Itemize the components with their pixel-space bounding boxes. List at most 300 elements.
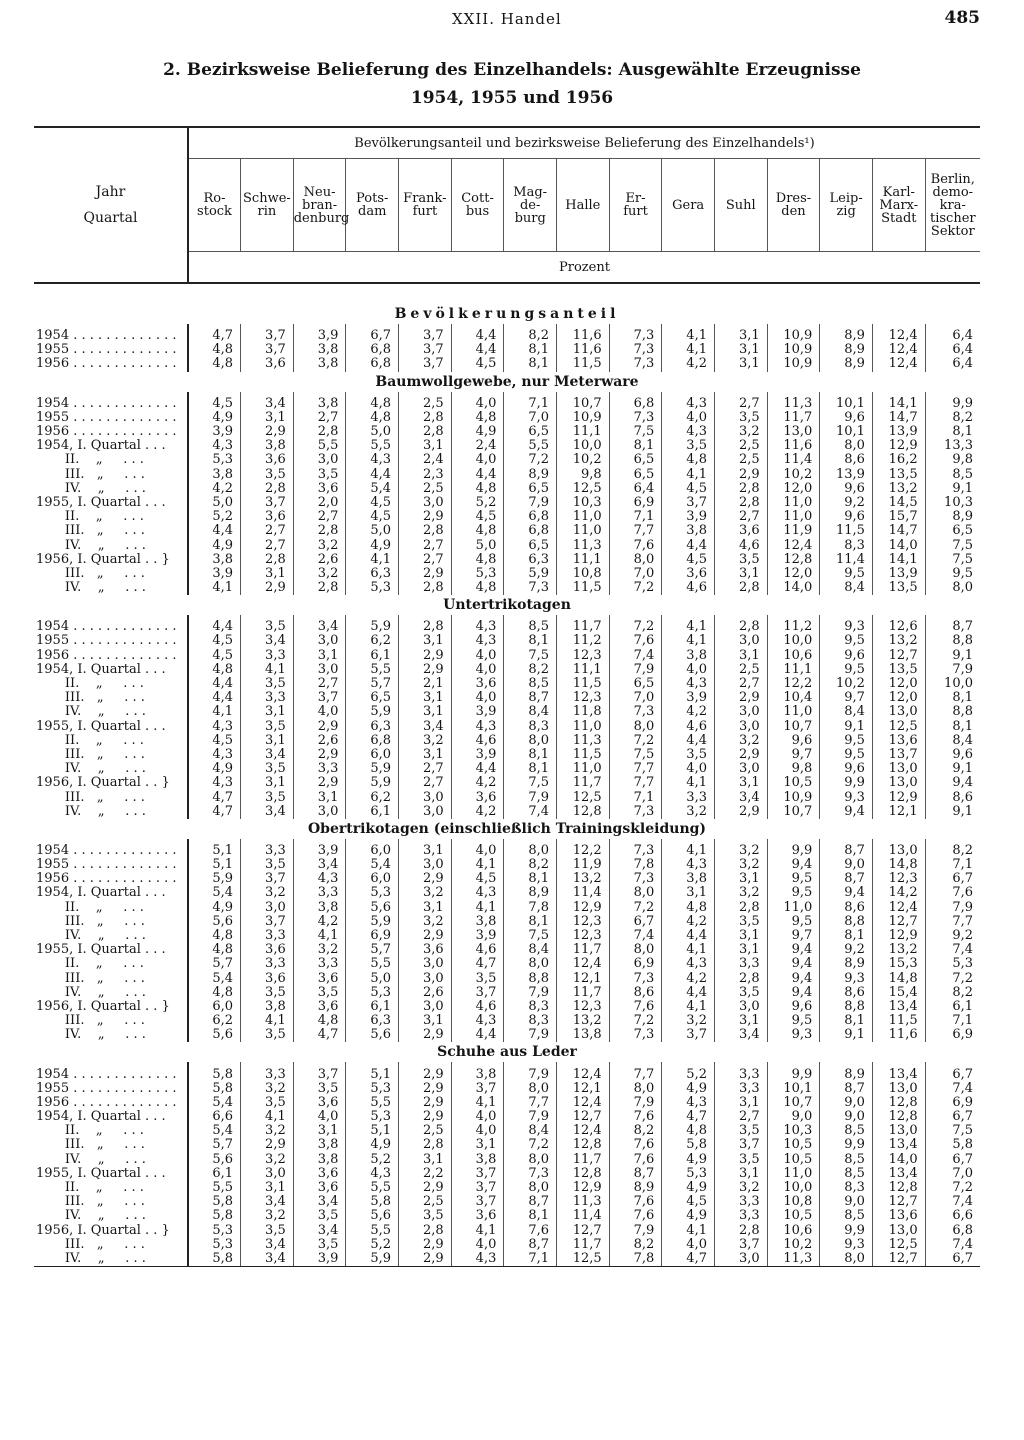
table-cell: 4,4 xyxy=(188,691,241,705)
table-cell: 9,7 xyxy=(767,748,820,762)
table-cell: 2,9 xyxy=(293,748,346,762)
table-cell: 3,5 xyxy=(241,1096,294,1110)
table-cell: 8,9 xyxy=(820,329,873,343)
table-row xyxy=(34,397,980,411)
table-row xyxy=(34,538,980,552)
table-cell: 2,0 xyxy=(293,496,346,510)
table-cell: 7,3 xyxy=(609,844,662,858)
table-cell: 4,0 xyxy=(451,844,504,858)
table-cell: 11,5 xyxy=(557,581,610,595)
table-cell: 5,5 xyxy=(346,439,399,453)
table-cell: 13,4 xyxy=(872,1167,925,1181)
table-cell: 3,8 xyxy=(451,1153,504,1167)
table-cell: 11,0 xyxy=(557,720,610,734)
table-cell: 10,0 xyxy=(767,1181,820,1195)
table-cell: 8,9 xyxy=(609,1181,662,1195)
table-cell: 12,0 xyxy=(872,691,925,705)
table-cell: 2,8 xyxy=(241,553,294,567)
table-cell: 9,5 xyxy=(925,567,980,581)
table-cell: 8,6 xyxy=(820,901,873,915)
table-cell: 2,8 xyxy=(399,425,452,439)
table-cell: 5,5 xyxy=(188,1181,241,1195)
table-cell: 2,8 xyxy=(714,972,767,986)
table-cell: 11,7 xyxy=(557,1153,610,1167)
table-cell: 9,4 xyxy=(820,805,873,819)
table-cell: 2,7 xyxy=(399,553,452,567)
section-title: Schuhe aus Leder xyxy=(437,1044,577,1061)
table-row xyxy=(34,805,980,819)
table-cell: 8,3 xyxy=(820,538,873,552)
table-cell: 6,4 xyxy=(925,357,980,371)
table-cell: 5,3 xyxy=(346,886,399,900)
table-cell: 10,9 xyxy=(767,790,820,804)
table-cell: 5,9 xyxy=(346,620,399,634)
table-cell: 4,3 xyxy=(451,634,504,648)
table-cell: 5,2 xyxy=(188,510,241,524)
table-cell: 6,6 xyxy=(188,1110,241,1124)
table-cell: 3,2 xyxy=(714,734,767,748)
table-cell: 4,1 xyxy=(662,343,715,357)
table-cell: 3,2 xyxy=(293,943,346,957)
table-cell: 4,5 xyxy=(662,482,715,496)
row-label: 1955, I. Quartal . . . xyxy=(36,495,166,510)
table-cell: 3,3 xyxy=(241,957,294,971)
table-cell: 9,3 xyxy=(820,790,873,804)
table-cell: 3,7 xyxy=(293,691,346,705)
table-row xyxy=(34,734,980,748)
table-cell: 7,0 xyxy=(925,1167,980,1181)
table-cell: 3,7 xyxy=(399,357,452,371)
table-cell: 7,4 xyxy=(925,943,980,957)
table-cell: 4,5 xyxy=(451,357,504,371)
table-cell: 3,6 xyxy=(451,1209,504,1223)
table-cell: 8,7 xyxy=(504,1195,557,1209)
table-cell: 2,8 xyxy=(714,496,767,510)
table-cell: 10,7 xyxy=(767,720,820,734)
table-row xyxy=(34,1252,980,1267)
table-cell: 4,7 xyxy=(188,805,241,819)
row-label: 1954 . . . . . . . . . . . . . xyxy=(36,1067,177,1082)
table-cell: 3,2 xyxy=(241,886,294,900)
table-cell: 8,7 xyxy=(925,620,980,634)
table-cell: 4,8 xyxy=(451,553,504,567)
table-cell: 3,0 xyxy=(714,1252,767,1267)
table-cell: 8,1 xyxy=(925,425,980,439)
row-label: III. „ . . . xyxy=(36,971,145,986)
table-cell: 6,1 xyxy=(925,1000,980,1014)
table-cell: 2,9 xyxy=(399,1028,452,1042)
table-cell: 7,3 xyxy=(609,705,662,719)
table-cell: 9,1 xyxy=(925,805,980,819)
table-cell: 14,0 xyxy=(872,1153,925,1167)
table-cell: 4,5 xyxy=(188,634,241,648)
table-cell: 3,5 xyxy=(241,620,294,634)
table-cell: 2,8 xyxy=(399,1224,452,1238)
table-cell: 12,8 xyxy=(767,553,820,567)
table-cell: 6,7 xyxy=(609,915,662,929)
table-cell: 4,4 xyxy=(451,468,504,482)
table-row xyxy=(34,929,980,943)
table-cell: 5,9 xyxy=(346,915,399,929)
row-label: III. „ . . . xyxy=(36,914,145,929)
section-title: Baumwollgewebe, nur Meterware xyxy=(375,373,639,390)
table-cell: 4,4 xyxy=(662,538,715,552)
group-header: Bevölkerungsanteil und bezirksweise Belieferung des Einzelhandels¹) xyxy=(188,127,980,159)
table-cell: 4,4 xyxy=(662,986,715,1000)
table-cell: 2,7 xyxy=(714,1110,767,1124)
table-cell: 4,6 xyxy=(662,720,715,734)
table-cell: 4,6 xyxy=(451,943,504,957)
table-cell: 11,7 xyxy=(557,943,610,957)
table-cell: 3,2 xyxy=(714,858,767,872)
table-cell: 6,7 xyxy=(925,1110,980,1124)
table-cell: 4,1 xyxy=(451,1096,504,1110)
table-cell: 3,1 xyxy=(399,705,452,719)
table-cell: 3,5 xyxy=(241,762,294,776)
table-cell: 13,2 xyxy=(872,482,925,496)
table-cell: 4,1 xyxy=(346,553,399,567)
unit-header: Prozent xyxy=(188,252,980,284)
table-cell: 9,9 xyxy=(820,1138,873,1152)
row-label: IV. „ . . . xyxy=(34,1252,188,1267)
table-cell: 4,9 xyxy=(662,1181,715,1195)
table-cell: 3,1 xyxy=(451,1138,504,1152)
table-cell: 12,7 xyxy=(557,1224,610,1238)
table-cell: 9,0 xyxy=(820,858,873,872)
table-cell: 5,5 xyxy=(293,439,346,453)
table-cell: 4,8 xyxy=(188,343,241,357)
table-cell: 11,3 xyxy=(557,734,610,748)
table-cell: 7,2 xyxy=(609,734,662,748)
table-cell: 11,6 xyxy=(767,439,820,453)
table-cell: 3,4 xyxy=(241,1252,294,1267)
row-label: II. „ . . . xyxy=(36,510,144,525)
table-cell: 4,5 xyxy=(451,510,504,524)
table-cell: 12,4 xyxy=(767,538,820,552)
table-cell: 12,4 xyxy=(557,1096,610,1110)
table-cell: 9,1 xyxy=(925,649,980,663)
table-cell: 13,0 xyxy=(872,762,925,776)
district-header-11: Dres- den xyxy=(767,159,820,252)
table-cell: 5,9 xyxy=(504,567,557,581)
table-cell: 4,4 xyxy=(451,1028,504,1042)
table-cell: 4,4 xyxy=(451,762,504,776)
table-cell: 3,2 xyxy=(399,886,452,900)
table-cell: 8,6 xyxy=(820,453,873,467)
row-label: 1956, I. Quartal . . } xyxy=(36,999,170,1014)
table-cell: 8,0 xyxy=(504,1181,557,1195)
table-cell: 3,8 xyxy=(451,1067,504,1081)
table-cell: 7,3 xyxy=(609,411,662,425)
table-cell: 8,3 xyxy=(820,1181,873,1195)
table-cell: 2,8 xyxy=(714,1224,767,1238)
table-cell: 9,4 xyxy=(767,986,820,1000)
table-cell: 11,0 xyxy=(767,510,820,524)
table-cell: 11,6 xyxy=(872,1028,925,1042)
table-cell: 5,0 xyxy=(451,538,504,552)
table-cell: 7,7 xyxy=(609,524,662,538)
table-row xyxy=(34,872,980,886)
table-cell: 3,5 xyxy=(714,986,767,1000)
table-cell: 6,8 xyxy=(504,524,557,538)
table-cell: 3,5 xyxy=(293,986,346,1000)
table-cell: 3,5 xyxy=(662,748,715,762)
district-header-6: Mag- de- burg xyxy=(504,159,557,252)
table-cell: 8,8 xyxy=(925,705,980,719)
table-cell: 3,2 xyxy=(241,1153,294,1167)
table-cell: 10,7 xyxy=(557,397,610,411)
table-cell: 7,1 xyxy=(925,858,980,872)
table-cell: 5,3 xyxy=(346,581,399,595)
table-cell: 7,9 xyxy=(609,1096,662,1110)
table-cell: 4,8 xyxy=(188,929,241,943)
table-cell: 4,4 xyxy=(188,620,241,634)
table-cell: 3,4 xyxy=(241,805,294,819)
table-cell: 13,6 xyxy=(872,1209,925,1223)
table-cell: 7,9 xyxy=(925,901,980,915)
table-cell: 9,6 xyxy=(767,734,820,748)
table-cell: 11,7 xyxy=(557,620,610,634)
table-cell: 6,7 xyxy=(346,329,399,343)
table-cell: 7,6 xyxy=(609,1138,662,1152)
table-cell: 14,8 xyxy=(872,972,925,986)
table-cell: 11,9 xyxy=(557,858,610,872)
table-cell: 7,7 xyxy=(925,915,980,929)
row-label: 1954, I. Quartal . . . xyxy=(36,439,166,454)
table-cell: 4,2 xyxy=(293,915,346,929)
section-title: Bevölkerungsanteil xyxy=(394,306,620,322)
table-cell: 9,3 xyxy=(820,972,873,986)
table-cell: 3,9 xyxy=(293,844,346,858)
table-cell: 2,9 xyxy=(714,691,767,705)
table-cell: 8,1 xyxy=(925,691,980,705)
table-cell: 5,6 xyxy=(188,1153,241,1167)
table-cell: 11,4 xyxy=(820,553,873,567)
table-cell: 5,6 xyxy=(346,1209,399,1223)
table-cell: 2,7 xyxy=(241,524,294,538)
table-cell: 6,5 xyxy=(609,677,662,691)
table-cell: 7,2 xyxy=(504,1138,557,1152)
table-cell: 3,0 xyxy=(714,762,767,776)
table-cell: 13,2 xyxy=(872,634,925,648)
table-cell: 2,9 xyxy=(399,1067,452,1081)
table-cell: 3,1 xyxy=(241,734,294,748)
table-row xyxy=(34,858,980,872)
table-cell: 6,9 xyxy=(925,1096,980,1110)
table-cell: 4,9 xyxy=(188,411,241,425)
table-cell: 5,8 xyxy=(346,1195,399,1209)
table-cell: 4,2 xyxy=(662,357,715,371)
table-cell: 5,7 xyxy=(346,677,399,691)
table-cell: 3,5 xyxy=(714,1153,767,1167)
table-cell: 9,4 xyxy=(925,776,980,790)
row-label: 1954 . . . . . . . . . . . . . xyxy=(36,396,177,411)
table-row xyxy=(34,986,980,1000)
table-cell: 8,2 xyxy=(925,986,980,1000)
row-label: 1954 . . . . . . . . . . . . . xyxy=(36,843,177,858)
table-row xyxy=(34,663,980,677)
table-cell: 8,0 xyxy=(609,720,662,734)
table-cell: 13,2 xyxy=(872,943,925,957)
table-cell: 7,5 xyxy=(925,538,980,552)
table-cell: 5,3 xyxy=(451,567,504,581)
table-cell: 3,8 xyxy=(662,524,715,538)
table-cell: 7,7 xyxy=(609,1067,662,1081)
table-cell: 3,5 xyxy=(714,915,767,929)
row-label: IV. „ . . . xyxy=(36,804,146,819)
table-cell: 6,8 xyxy=(346,734,399,748)
table-cell: 3,8 xyxy=(293,901,346,915)
table-cell: 9,5 xyxy=(767,915,820,929)
table-cell: 6,8 xyxy=(504,510,557,524)
table-cell: 3,1 xyxy=(714,929,767,943)
table-cell: 5,9 xyxy=(188,872,241,886)
table-cell: 4,1 xyxy=(662,1000,715,1014)
table-cell: 3,1 xyxy=(662,886,715,900)
table-cell: 13,0 xyxy=(872,776,925,790)
table-cell: 11,0 xyxy=(767,496,820,510)
table-cell: 8,9 xyxy=(504,886,557,900)
table-cell: 11,7 xyxy=(557,1238,610,1252)
table-cell: 8,0 xyxy=(609,886,662,900)
table-cell: 7,7 xyxy=(609,776,662,790)
table-cell: 9,0 xyxy=(820,1195,873,1209)
table-cell: 7,9 xyxy=(504,790,557,804)
table-cell: 5,4 xyxy=(346,482,399,496)
table-cell: 10,6 xyxy=(767,649,820,663)
table-cell: 12,7 xyxy=(872,1252,925,1267)
table-cell: 8,2 xyxy=(609,1238,662,1252)
table-cell: 5,5 xyxy=(346,1181,399,1195)
table-cell: 4,0 xyxy=(662,663,715,677)
table-cell: 10,5 xyxy=(767,1153,820,1167)
table-cell: 5,2 xyxy=(346,1153,399,1167)
table-cell: 9,0 xyxy=(820,1096,873,1110)
table-cell: 7,8 xyxy=(609,1252,662,1267)
table-cell: 14,0 xyxy=(767,581,820,595)
table-cell: 3,5 xyxy=(714,553,767,567)
table-cell: 2,7 xyxy=(241,538,294,552)
section-heading-row xyxy=(34,595,980,615)
table-cell: 11,4 xyxy=(557,886,610,900)
table-cell: 11,1 xyxy=(557,663,610,677)
table-cell: 3,1 xyxy=(714,872,767,886)
table-cell: 3,9 xyxy=(451,929,504,943)
table-cell: 13,5 xyxy=(872,663,925,677)
table-cell: 4,4 xyxy=(451,329,504,343)
table-cell: 8,0 xyxy=(504,734,557,748)
table-cell: 4,8 xyxy=(662,453,715,467)
table-cell: 9,0 xyxy=(820,1110,873,1124)
table-cell: 7,6 xyxy=(609,538,662,552)
table-cell: 6,3 xyxy=(504,553,557,567)
table-cell: 3,9 xyxy=(662,691,715,705)
table-cell: 3,4 xyxy=(241,634,294,648)
table-cell: 4,6 xyxy=(451,734,504,748)
table-cell: 6,8 xyxy=(609,397,662,411)
table-row xyxy=(34,634,980,648)
row-label: 1956, I. Quartal . . } xyxy=(36,1223,170,1238)
table-cell: 8,3 xyxy=(504,720,557,734)
table-cell: 3,5 xyxy=(451,972,504,986)
table-cell: 10,2 xyxy=(557,453,610,467)
table-cell: 9,1 xyxy=(820,1028,873,1042)
table-cell: 4,7 xyxy=(188,790,241,804)
table-cell: 3,8 xyxy=(293,1153,346,1167)
table-cell: 11,0 xyxy=(767,1167,820,1181)
table-cell: 12,5 xyxy=(557,790,610,804)
table-cell: 3,0 xyxy=(241,901,294,915)
table-cell: 12,8 xyxy=(872,1181,925,1195)
table-cell: 5,6 xyxy=(346,1028,399,1042)
table-cell: 5,9 xyxy=(346,1252,399,1267)
table-cell: 8,9 xyxy=(820,1067,873,1081)
table-cell: 5,1 xyxy=(188,844,241,858)
table-cell: 6,0 xyxy=(346,748,399,762)
table-cell: 8,7 xyxy=(820,1082,873,1096)
table-cell: 5,8 xyxy=(188,1252,241,1267)
table-cell: 4,9 xyxy=(188,901,241,915)
table-cell: 7,6 xyxy=(504,1224,557,1238)
table-cell: 2,9 xyxy=(399,872,452,886)
table-cell: 3,7 xyxy=(451,1082,504,1096)
table-cell: 8,0 xyxy=(504,1153,557,1167)
table-cell: 3,0 xyxy=(241,1167,294,1181)
table-cell: 2,8 xyxy=(714,901,767,915)
table-cell: 3,8 xyxy=(188,468,241,482)
table-cell: 4,0 xyxy=(451,649,504,663)
table-cell: 7,3 xyxy=(609,972,662,986)
table-cell: 15,4 xyxy=(872,986,925,1000)
table-cell: 4,7 xyxy=(451,957,504,971)
table-cell: 10,7 xyxy=(767,1096,820,1110)
table-cell: 3,1 xyxy=(241,411,294,425)
row-label-text: Jahr Quartal xyxy=(83,184,138,226)
table-cell: 6,5 xyxy=(925,524,980,538)
table-cell: 8,1 xyxy=(504,343,557,357)
table-cell: 3,6 xyxy=(241,972,294,986)
row-label: 1954, I. Quartal . . . xyxy=(36,886,166,901)
table-row xyxy=(34,1181,980,1195)
table-cell: 7,7 xyxy=(504,1096,557,1110)
table-row xyxy=(34,649,980,663)
table-cell: 10,9 xyxy=(557,411,610,425)
table-cell: 8,1 xyxy=(504,1209,557,1223)
table-cell: 8,1 xyxy=(504,872,557,886)
table-cell: 13,8 xyxy=(557,1028,610,1042)
table-cell: 3,2 xyxy=(241,1124,294,1138)
table-cell: 10,5 xyxy=(767,1138,820,1152)
table-cell: 5,6 xyxy=(346,901,399,915)
district-header-4: Frank- furt xyxy=(399,159,452,252)
table-cell: 5,2 xyxy=(662,1067,715,1081)
table-cell: 9,6 xyxy=(820,649,873,663)
table-cell: 4,0 xyxy=(451,1124,504,1138)
table-cell: 2,5 xyxy=(714,439,767,453)
table-cell: 7,2 xyxy=(925,1181,980,1195)
table-cell: 7,8 xyxy=(504,901,557,915)
table-cell: 8,4 xyxy=(925,734,980,748)
table-cell: 7,5 xyxy=(925,1124,980,1138)
table-cell: 4,3 xyxy=(451,886,504,900)
table-cell: 8,2 xyxy=(504,858,557,872)
table-cell: 12,8 xyxy=(872,1096,925,1110)
table-cell: 7,3 xyxy=(609,343,662,357)
table-cell: 2,9 xyxy=(399,1181,452,1195)
row-label: IV. „ . . . xyxy=(36,538,146,553)
table-cell: 3,1 xyxy=(399,901,452,915)
table-cell: 10,2 xyxy=(767,1238,820,1252)
